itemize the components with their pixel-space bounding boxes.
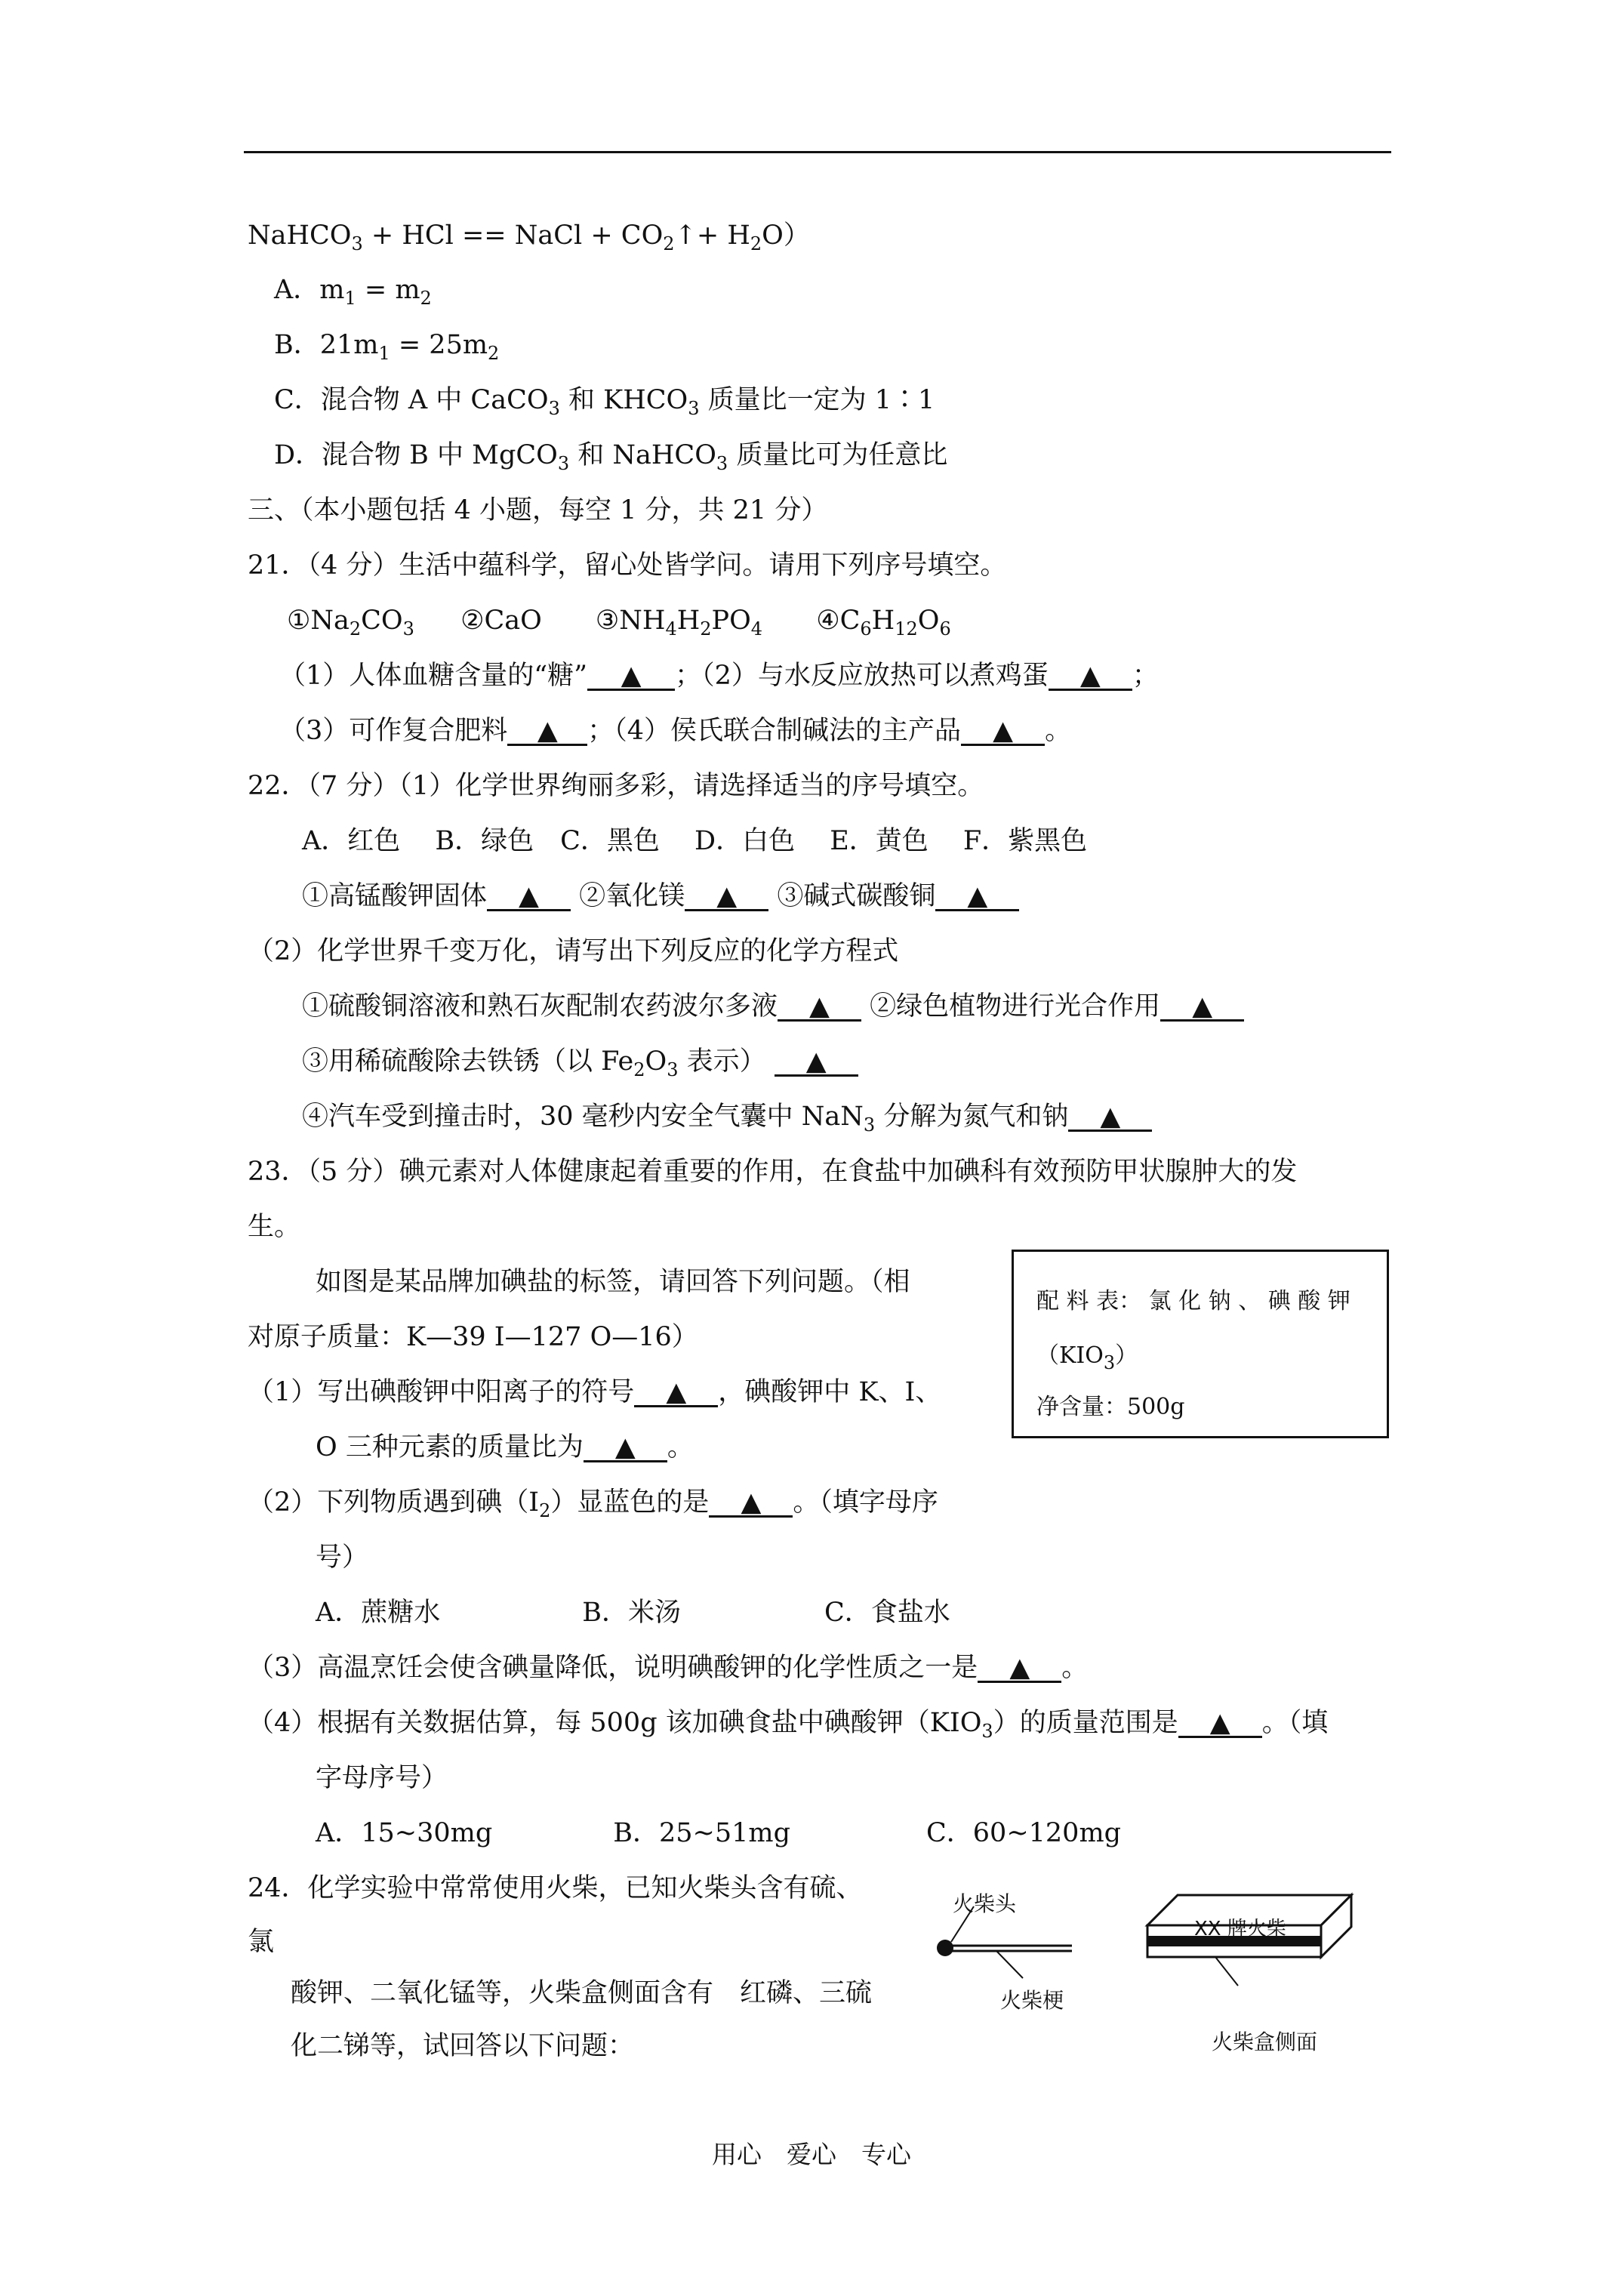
q23-part-2-cont: 号） <box>316 1542 369 1573</box>
answer-blank[interactable]: ▲ <box>584 1435 667 1462</box>
label-matchbox-brand: XX 牌火柴 <box>1194 1918 1286 1940</box>
q23-intro: 如图是某品牌加碘盐的标签，请回答下列问题。（相 <box>316 1267 910 1297</box>
q22-color-options: A．红色 B．绿色 C．黑色 D．白色 E．黄色 F．紫黑色 <box>302 826 1088 856</box>
answer-blank[interactable]: ▲ <box>775 1049 858 1077</box>
q20-option-b: B．$21m_1 = 25m_2$ <box>274 330 500 364</box>
answer-blank[interactable]: ▲ <box>935 883 1019 911</box>
label-match-head: 火柴头 <box>953 1891 1017 1916</box>
q23-part-4-options: A．15~30mg B．25~51mg C．60~120mg <box>316 1818 1122 1848</box>
answer-blank[interactable]: ▲ <box>778 994 861 1022</box>
q23-part-3: （3）高温烹饪会使含碘量降低，说明碘酸钾的化学性质之一是 ▲ 。 <box>248 1653 1089 1683</box>
header-rule <box>244 151 1391 153</box>
label-net-weight: 净含量：500g <box>1036 1394 1185 1420</box>
answer-blank[interactable]: ▲ <box>587 663 675 691</box>
q22-reaction-3: ③用稀硫酸除去铁锈（以 $Fe_2O_3$ 表示） ▲ <box>302 1045 858 1078</box>
answer-blank[interactable]: ▲ <box>1160 994 1244 1022</box>
section-3-heading: 三、（本小题包括 4 小题，每空 1 分，共 21 分） <box>248 495 828 525</box>
q22-color-items: ①高锰酸钾固体 ▲ ②氧化镁 ▲ ③碱式碳酸铜 ▲ <box>302 880 1019 913</box>
q20-equation: NaHCO$_3$ + HCl == NaCl + $CO_2↑+ H_2O$） <box>248 220 810 254</box>
q23-atomic-masses: 对原子质量：K—39 I—127 O—16） <box>248 1322 698 1352</box>
q24-stem: 24．化学实验中常常使用火柴，已知火柴头含有硫、 <box>248 1873 863 1903</box>
q20-option-a: A．$m_1 = m_2$ <box>274 275 432 309</box>
answer-blank[interactable]: ▲ <box>961 718 1045 746</box>
answer-blank[interactable]: ▲ <box>1068 1104 1152 1132</box>
answer-blank[interactable]: ▲ <box>1178 1710 1262 1738</box>
matchbox-figure <box>1132 1880 1381 2046</box>
salt-label-box <box>1012 1250 1389 1438</box>
q22-stem: 22．（7 分）（1）化学世界绚丽多彩，请选择适当的序号填空。 <box>248 771 984 801</box>
q22-reaction-1-2: ①硫酸铜溶液和熟石灰配制农药波尔多液 ▲ ②绿色植物进行光合作用 ▲ <box>302 990 1244 1023</box>
q23-part-1: （1）写出碘酸钾中阳离子的符号 ▲ ，碘酸钾中 K、I、 <box>248 1377 942 1407</box>
q23-part-4: （4）根据有关数据估算，每 500g 该加碘食盐中碘酸钾$(KIO_3)$的质量范围是 ▲ 。（填 <box>248 1708 1329 1742</box>
page-footer: 用心 爱心 专心 <box>712 2140 911 2169</box>
answer-blank[interactable]: ▲ <box>487 883 571 911</box>
answer-blank[interactable]: ▲ <box>1049 663 1132 691</box>
answer-blank[interactable]: ▲ <box>709 1490 793 1518</box>
q22-reaction-4: ④汽车受到撞击时，30 毫秒内安全气囊中 NaN$_3$ 分解为氮气和钠 ▲ <box>302 1100 1152 1133</box>
q24-stem-cont-2: 酸钾、二氧化锰等，火柴盒侧面含有 红磷、三硫 <box>291 1978 873 2008</box>
q23-stem-cont: 生。 <box>248 1212 301 1242</box>
q23-part-2-options: A．蔗糖水 B．米汤 C．食盐水 <box>316 1598 950 1628</box>
answer-blank[interactable]: ▲ <box>507 718 587 746</box>
q23-part-4-cont: 字母序号） <box>316 1763 448 1793</box>
q20-option-c: C．混合物 A 中 CaCO$_3$ 和 $KHCO_3$ 质量比一定为 1∶1 <box>274 385 935 419</box>
answer-blank[interactable]: ▲ <box>685 883 768 911</box>
q22-part-2: （2）化学世界千变万化，请写出下列反应的化学方程式 <box>248 936 899 966</box>
q23-part-2: （2）下列物质遇到碘$(I_2)$显蓝色的是 ▲ 。（填字母序 <box>248 1487 938 1521</box>
q21-line-2: （3）可作复合肥料 ▲ ；（4）侯氏联合制碱法的主产品 ▲ 。 <box>279 716 1072 746</box>
label-kio3: $(KIO_3)$ <box>1036 1342 1138 1373</box>
q24-stem-cont-3: 化二锑等，试回答以下问题： <box>291 2031 635 2061</box>
match-head-icon <box>937 1940 953 1956</box>
q23-part-1-cont: O 三种元素的质量比为 ▲ 。 <box>316 1432 694 1462</box>
q21-substances: $①Na_2CO_3$ ②CaO $③NH_4H_2PO_4$ $④C_6H_{12}O_6$ <box>287 606 951 639</box>
q21-line-1: （1）人体血糖含量的“糖” ▲ ；（2）与水反应放热可以煮鸡蛋 ▲ ； <box>279 661 1159 691</box>
label-matchbox-side: 火柴盒侧面 <box>1212 2029 1318 2054</box>
label-match-stick: 火柴梗 <box>1000 1988 1064 2013</box>
q24-stem-cont-1: 氯 <box>248 1927 275 1957</box>
answer-blank[interactable]: ▲ <box>634 1379 718 1407</box>
q21-stem: 21．（4 分）生活中蕴科学，留心处皆学问。请用下列序号填空。 <box>248 550 1007 581</box>
q23-stem: 23．（5 分）碘元素对人体健康起着重要的作用，在食盐中加碘科有效预防甲状腺肿大的发 <box>248 1157 1298 1187</box>
answer-blank[interactable]: ▲ <box>978 1655 1061 1683</box>
label-ingredients: 配 料 表： 氯 化 钠 、 碘 酸 钾 <box>1036 1288 1350 1314</box>
q20-option-d: D．混合物 B 中 MgCO$_3$ 和 NaHCO$_3$ 质量比可为任意比 <box>274 440 948 474</box>
